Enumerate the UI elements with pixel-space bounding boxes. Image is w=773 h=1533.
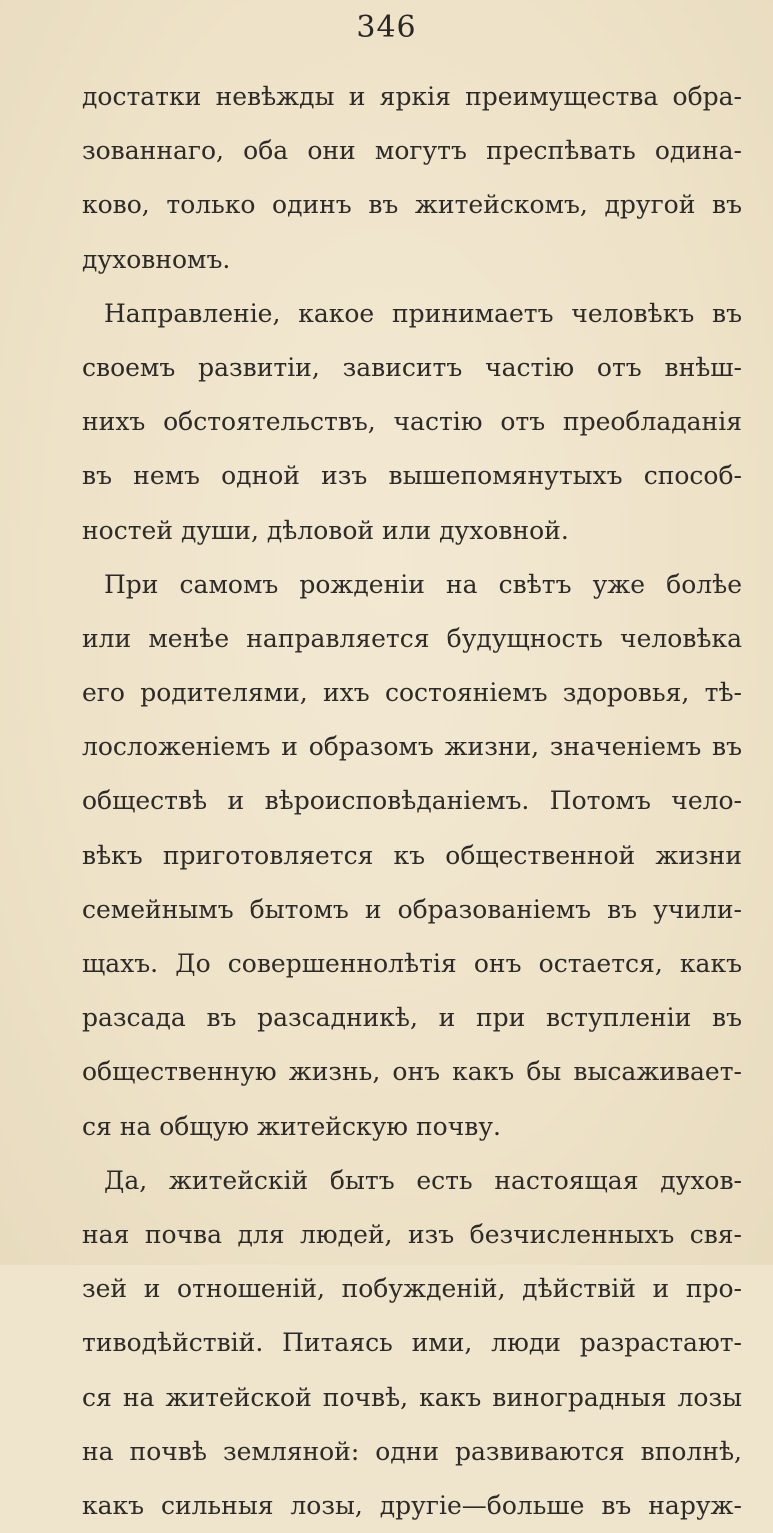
body-text <box>82 70 742 1533</box>
text-line: семейнымъ бытомъ и образованіемъ въ учили- <box>82 894 742 924</box>
text-line: какъ сильныя лозы, другіе—больше въ наруж- <box>82 1490 742 1520</box>
text-line: ная почва для людей, изъ безчисленныхъ свя- <box>82 1219 742 1249</box>
text-line: обществѣ и вѣроисповѣданіемъ. Потомъ чело- <box>82 786 742 816</box>
text-line: разсада въ разсадникѣ, и при вступленіи въ <box>82 1003 742 1033</box>
text-line: ково, только одинъ въ житейскомъ, другой въ <box>82 190 742 220</box>
text-line: лосложеніемъ и образомъ жизни, значеніемъ въ <box>82 732 742 762</box>
text-line: въ немъ одной изъ вышепомянутыхъ способ- <box>82 461 742 491</box>
text-line: ностей души, дѣловой или духовной. <box>82 515 569 545</box>
text-line: духовномъ. <box>82 244 231 274</box>
text-line: ся на житейской почвѣ, какъ виноградныя лозы <box>82 1382 742 1412</box>
text-line: или менѣе направляется будущность человѣка <box>82 623 742 653</box>
text-line: его родителями, ихъ состояніемъ здоровья, тѣ- <box>82 678 742 708</box>
paragraph-start-line: Направленіе, какое принимаетъ человѣкъ въ <box>104 298 742 328</box>
text-line: ся на общую житейскую почву. <box>82 1111 501 1141</box>
paragraph-start-line: Да, житейскій бытъ есть настоящая духов- <box>104 1165 742 1195</box>
text-line: своемъ развитіи, зависитъ частію отъ внѣш- <box>82 352 742 382</box>
text-line: нихъ обстоятельствъ, частію отъ преобладанія <box>82 407 742 437</box>
text-line: общественную жизнь, онъ какъ бы высаживает- <box>82 1057 742 1087</box>
text-line: достатки невѣжды и яркія преимущества обра- <box>82 82 742 111</box>
paragraph-start-line: При самомъ рожденіи на свѣтъ уже болѣе <box>104 569 742 599</box>
text-line: вѣкъ приготовляется къ общественной жизни <box>82 840 742 870</box>
text-line: щахъ. До совершеннолѣтія онъ остается, какъ <box>82 949 742 978</box>
text-line: зованнаго, оба они могутъ преспѣвать одина- <box>82 136 742 166</box>
text-line: тиводѣйствій. Питаясь ими, люди разрастают- <box>82 1328 742 1358</box>
text-line: зей и отношеній, побужденій, дѣйствій и про- <box>82 1274 742 1304</box>
page-number: 346 <box>356 10 417 45</box>
text-line: на почвѣ земляной: одни развиваются вполнѣ, <box>82 1436 742 1466</box>
